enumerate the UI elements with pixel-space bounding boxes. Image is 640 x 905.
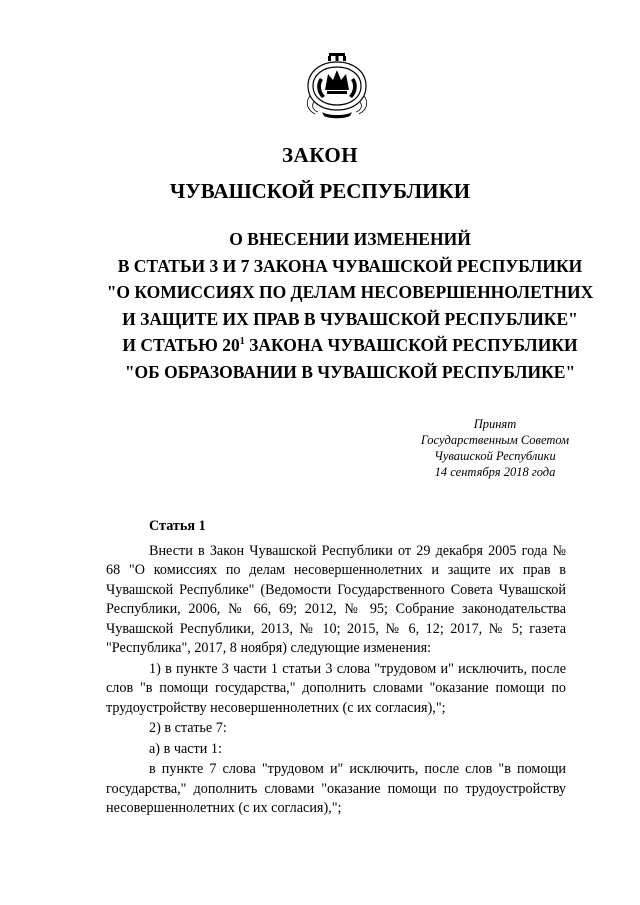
adoption-line: Чувашской Республики [434, 449, 556, 463]
article-heading: Статья 1 [149, 518, 206, 534]
law-title-line: И ЗАЩИТЕ ИХ ПРАВ В ЧУВАШСКОЙ РЕСПУБЛИКЕ" [122, 308, 578, 329]
article-subitem-paragraph: а) в части 1: [149, 740, 222, 757]
article-item-paragraph: 1) в пункте 3 части 1 статьи 3 слова "трудовом и" исключить, после слов "в помощи государства," дополнить словами "оказание помощи по трудоустройству несовершеннолетних (с их согласия),"; [106, 660, 566, 716]
article-1 [106, 517, 566, 819]
republic-heading: ЧУВАШСКОЙ РЕСПУБЛИКИ [169, 179, 471, 203]
law-title [40, 226, 640, 385]
law-title-line: О ВНЕСЕНИИ ИЗМЕНЕНИЙ [229, 229, 471, 249]
article-intro-paragraph: Внести в Закон Чувашской Республики от 29 декабря 2005 года № 68 "О комиссиях по делам несовершеннолетних и защите их прав в Чувашской Республике" (Ведомости Государственного Совета Чувашской Республики, 2006, № 66, 69; 2012, № 95; Собрание законодательства Чувашской Республики, 2013, № 10; 2015, № 6, 12; 2017, № 5; газета "Республика", 2017, 8 ноября) следующие изменения: [106, 542, 566, 656]
coat-of-arms-icon [298, 50, 376, 122]
adoption-line: Принят [473, 417, 517, 431]
adoption-note [400, 416, 590, 480]
article-item-paragraph: 2) в статье 7: [149, 720, 227, 736]
law-title-line-suffix: ЗАКОНА ЧУВАШСКОЙ РЕСПУБЛИКИ [244, 335, 578, 355]
adoption-line: Государственным Советом [420, 433, 570, 447]
law-title-line [40, 332, 640, 359]
article-superscript: 1 [239, 336, 245, 347]
article-subitem-text: в пункте 7 слова "трудовом и" исключить, после слов "в помощи государства," дополнить словами "оказание помощи по трудоустройству несовершеннолетних (с их согласия),"; [106, 761, 566, 816]
law-title-line-prefix: И СТАТЬЮ 20 [122, 335, 240, 355]
law-title-line: "ОБ ОБРАЗОВАНИИ В ЧУВАШСКОЙ РЕСПУБЛИКЕ" [124, 361, 576, 382]
law-title-line: В СТАТЬИ 3 И 7 ЗАКОНА ЧУВАШСКОЙ РЕСПУБЛИКИ [117, 255, 583, 276]
adoption-date: 14 сентября 2018 года [434, 465, 556, 479]
law-title-line: "О КОМИССИЯХ ПО ДЕЛАМ НЕСОВЕРШЕННОЛЕТНИХ [106, 282, 594, 302]
document-type-heading: ЗАКОН [281, 143, 359, 167]
